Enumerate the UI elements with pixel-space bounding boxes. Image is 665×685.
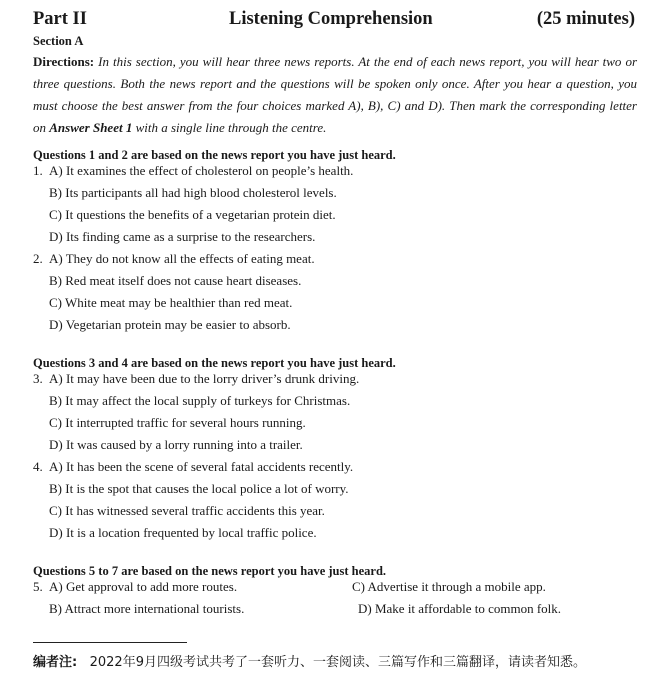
answer-option: D) Vegetarian protein may be easier to absorb.: [49, 317, 291, 332]
answer-option: B) Attract more international tourists.: [49, 601, 245, 616]
question-number: 2.: [33, 251, 43, 266]
answer-option: D) It is a location frequented by local traffic police.: [49, 525, 317, 540]
answer-option: C) It has witnessed several traffic accidents this year.: [49, 503, 325, 518]
answer-option: D) Make it affordable to common folk.: [358, 601, 562, 616]
editor-note-text: 2022年9月四级考试共考了一套听力、一套阅读、三篇写作和三篇翻译，请读者知悉。: [89, 655, 586, 670]
question-number: 4.: [33, 459, 43, 474]
answer-sheet-ref: Answer Sheet 1: [49, 120, 133, 135]
answer-option: D) It was caused by a lorry running into a trailer.: [49, 437, 303, 452]
answer-option: B) It may affect the local supply of turkeys for Christmas.: [49, 393, 351, 408]
answer-option: C) Advertise it through a mobile app.: [352, 579, 546, 594]
answer-option: C) White meat may be healthier than red meat.: [49, 295, 293, 310]
answer-option: A) It examines the effect of cholesterol on people’s health.: [49, 163, 354, 178]
group-header: Questions 1 and 2 are based on the news report you have just heard.: [33, 148, 396, 162]
directions: [33, 51, 637, 139]
answer-option: B) Red meat itself does not cause heart diseases.: [49, 273, 302, 288]
directions-label: Directions:: [33, 54, 95, 69]
group-header: Questions 5 to 7 are based on the news report you have just heard.: [33, 564, 387, 578]
editor-note-label: 编者注:: [33, 655, 78, 670]
answer-option: A) They do not know all the effects of eating meat.: [49, 251, 315, 266]
question-number: 3.: [33, 371, 43, 386]
footnote-divider: [33, 642, 187, 643]
answer-option: B) Its participants all had high blood cholesterol levels.: [49, 185, 337, 200]
answer-option: D) Its finding came as a surprise to the researchers.: [49, 229, 316, 244]
editor-note: [33, 651, 586, 670]
page-title: Listening Comprehension: [229, 9, 433, 29]
directions-text-end: with a single line through the centre.: [132, 120, 327, 135]
question-number: 1.: [33, 163, 43, 178]
answer-option: A) It has been the scene of several fatal accidents recently.: [49, 459, 354, 474]
answer-option: A) Get approval to add more routes.: [49, 579, 238, 594]
directions-text: In this section, you will hear three news reports. At the end of each news report, you will hear two or three questions. Both the news report and the questions will be spoken only once. After you hear a question, you must choose the best answer from the four choices marked A), B), C) and D). Then mark the corresponding letter on: [33, 54, 638, 135]
question-number: 5.: [33, 579, 43, 594]
section-title: Section A: [33, 34, 84, 48]
answer-option: C) It interrupted traffic for several hours running.: [49, 415, 306, 430]
answer-option: A) It may have been due to the lorry driver’s drunk driving.: [49, 371, 360, 386]
time-limit: (25 minutes): [536, 9, 635, 29]
answer-option: B) It is the spot that causes the local police a lot of worry.: [49, 481, 349, 496]
answer-option: C) It questions the benefits of a vegetarian protein diet.: [49, 207, 336, 222]
group-header: Questions 3 and 4 are based on the news report you have just heard.: [33, 356, 396, 370]
part-label: Part II: [33, 9, 87, 29]
